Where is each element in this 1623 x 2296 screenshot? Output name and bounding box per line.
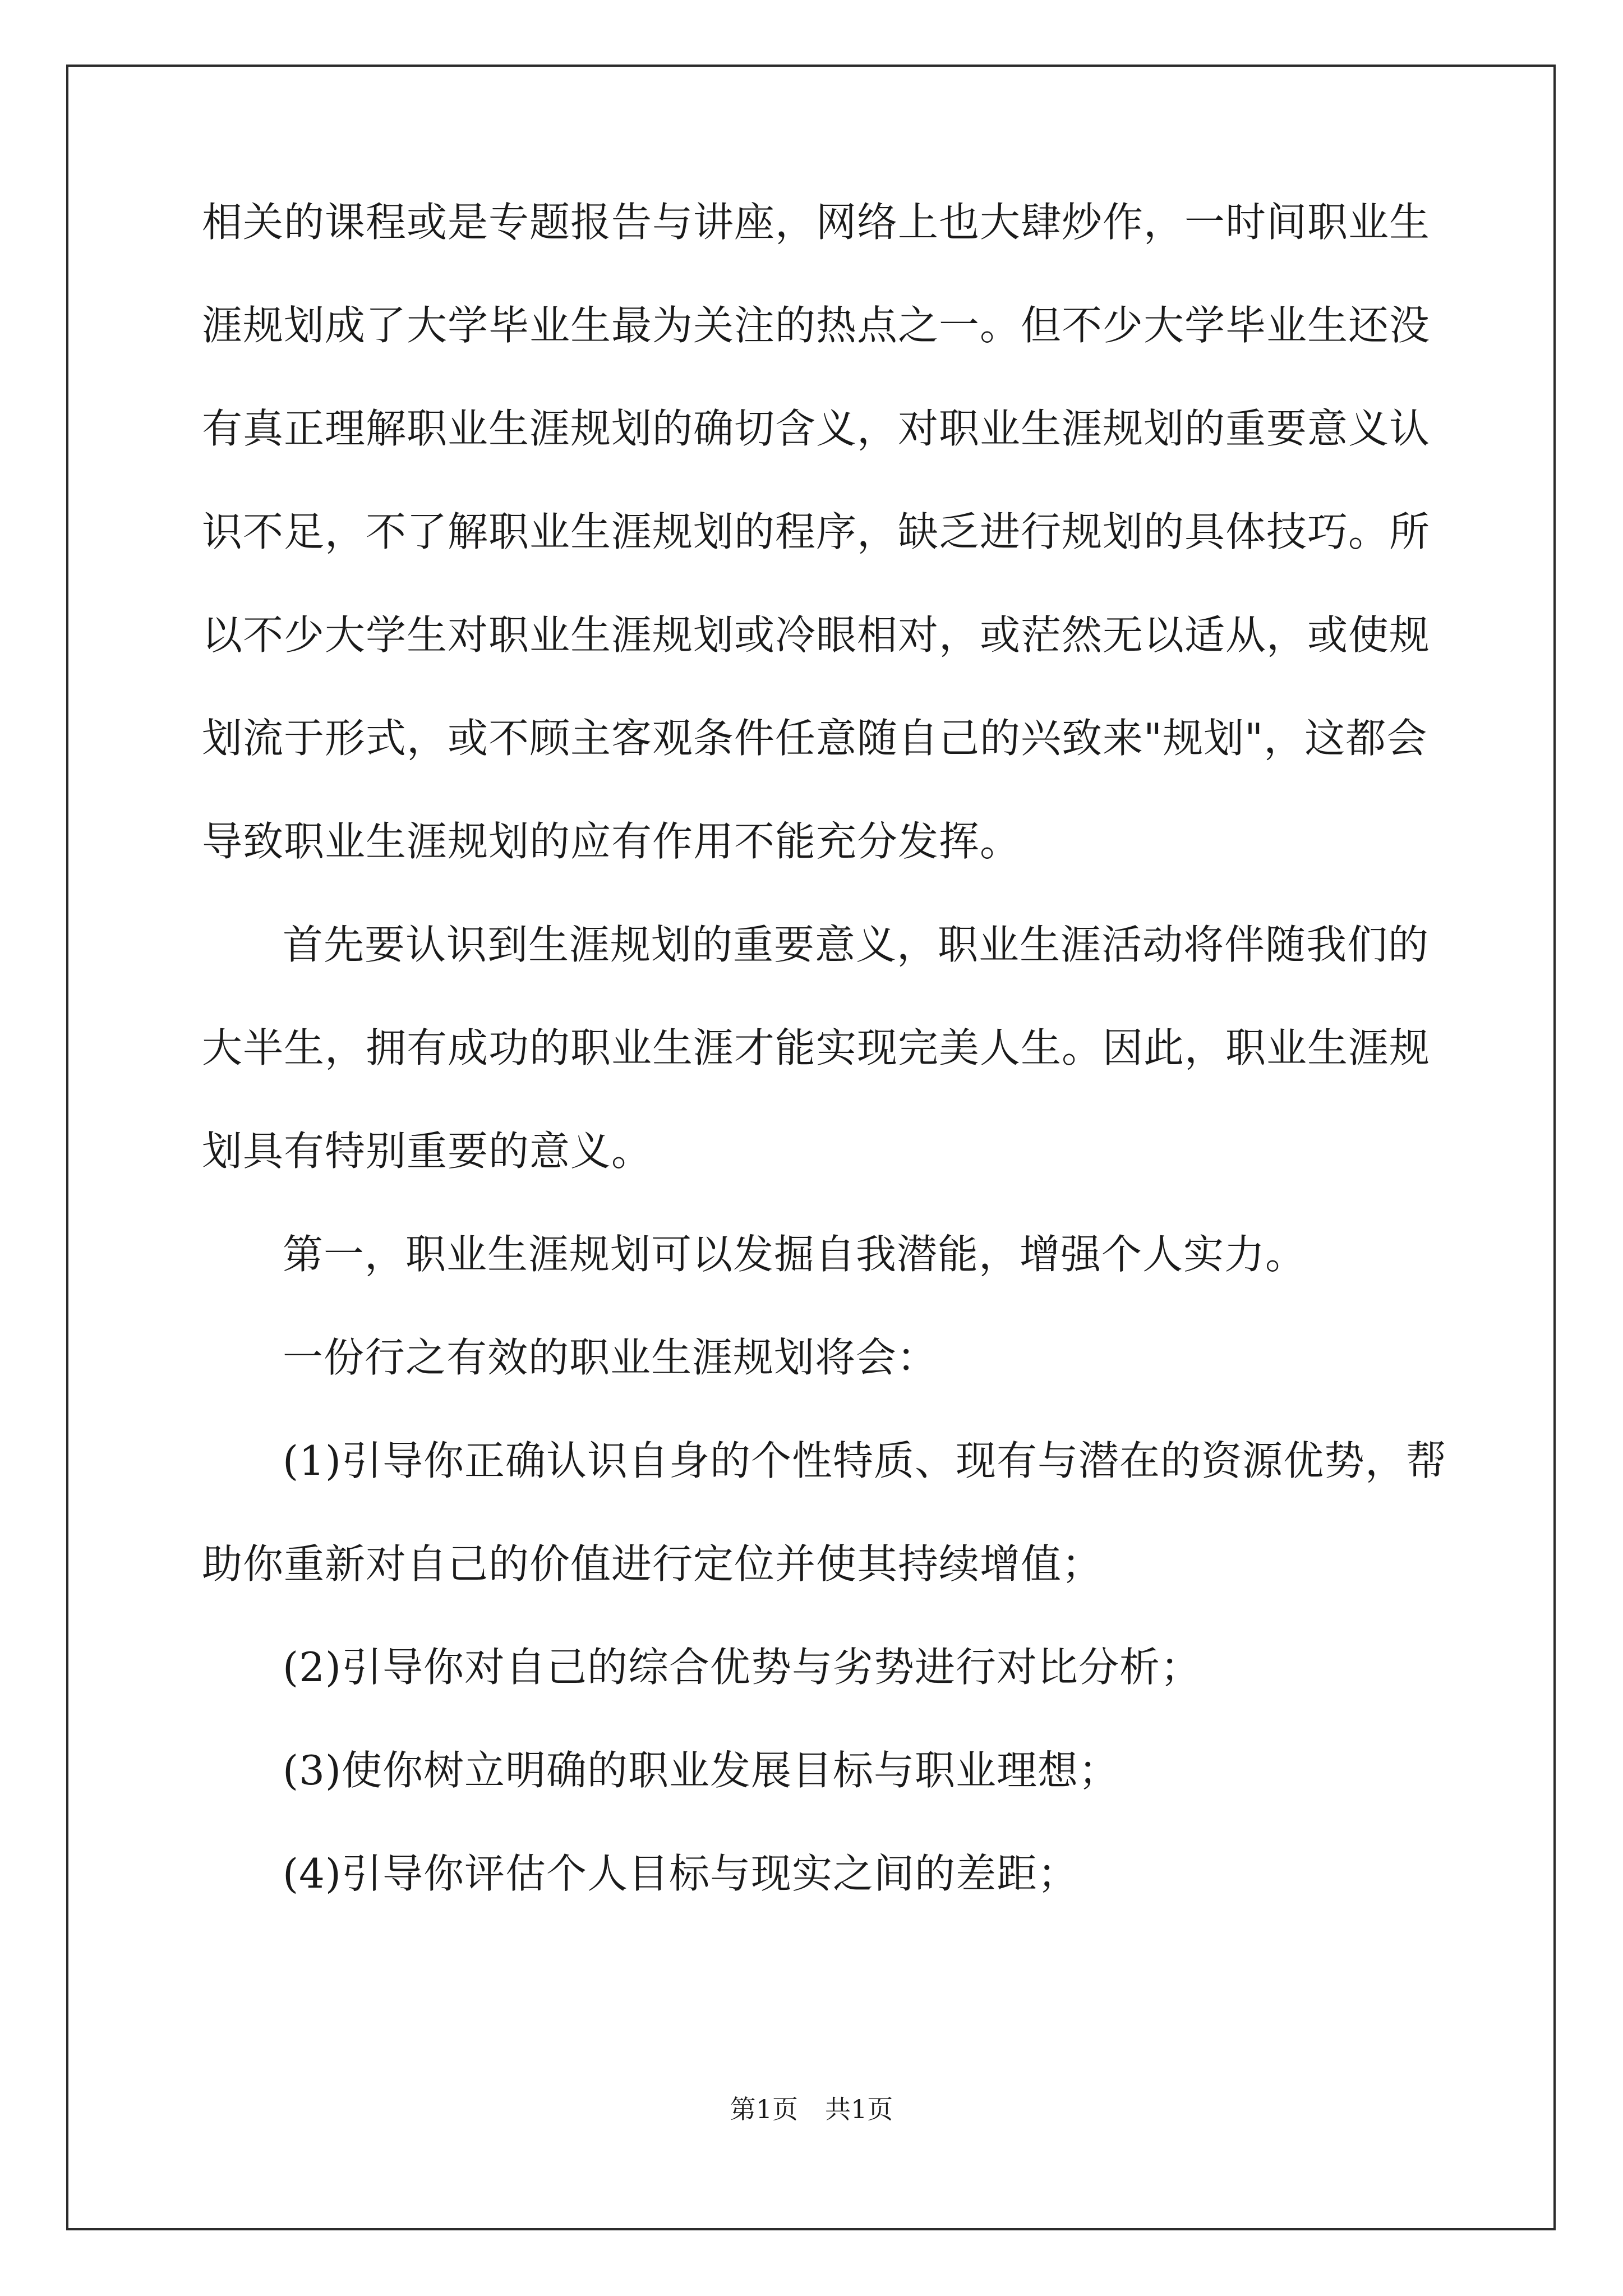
text-line-10: 划具有特别重要的意义。 bbox=[202, 1128, 653, 1175]
text-line-3: 有真正理解职业生涯规划的确切含义，对职业生涯规划的重要意义认 bbox=[202, 405, 1431, 452]
text-line-2: 涯规划成了大学毕业生最为关注的热点之一。但不少大学毕业生还没 bbox=[202, 302, 1431, 349]
list-item-4: (4)引导你评估个人目标与现实之间的差距； bbox=[283, 1850, 1078, 1897]
page-footer bbox=[0, 2096, 1623, 2122]
text-line-4: 识不足，不了解职业生涯规划的程序，缺乏进行规划的具体技巧。所 bbox=[202, 508, 1431, 555]
text-line-9: 大半生，拥有成功的职业生涯才能实现完美人生。因此，职业生涯规 bbox=[202, 1024, 1431, 1071]
list-item-2: (2)引导你对自己的综合优势与劣势进行对比分析； bbox=[283, 1644, 1201, 1691]
page-total: 共1页 bbox=[825, 2094, 893, 2124]
list-item-1-line-2: 助你重新对自己的价值进行定位并使其持续增值； bbox=[202, 1540, 1103, 1588]
text-line-6: 划流于形式，或不顾主客观条件任意随自己的兴致来"规划"，这都会 bbox=[202, 715, 1428, 762]
text-line-11: 第一，职业生涯规划可以发掘自我潜能，增强个人实力。 bbox=[283, 1231, 1307, 1278]
list-item-3: (3)使你树立明确的职业发展目标与职业理想； bbox=[283, 1747, 1119, 1794]
text-line-8: 首先要认识到生涯规划的重要意义，职业生涯活动将伴随我们的 bbox=[283, 921, 1430, 968]
text-line-5: 以不少大学生对职业生涯规划或冷眼相对，或茫然无以适从，或使规 bbox=[202, 611, 1431, 659]
text-line-12: 一份行之有效的职业生涯规划将会： bbox=[283, 1334, 938, 1381]
list-item-1-line-1: (1)引导你正确认识自身的个性特质、现有与潜在的资源优势，帮 bbox=[283, 1437, 1447, 1484]
text-line-7: 导致职业生涯规划的应有作用不能充分发挥。 bbox=[202, 818, 1021, 865]
page-number: 第1页 bbox=[730, 2094, 798, 2124]
text-line-1: 相关的课程或是专题报告与讲座，网络上也大肆炒作，一时间职业生 bbox=[202, 199, 1431, 246]
